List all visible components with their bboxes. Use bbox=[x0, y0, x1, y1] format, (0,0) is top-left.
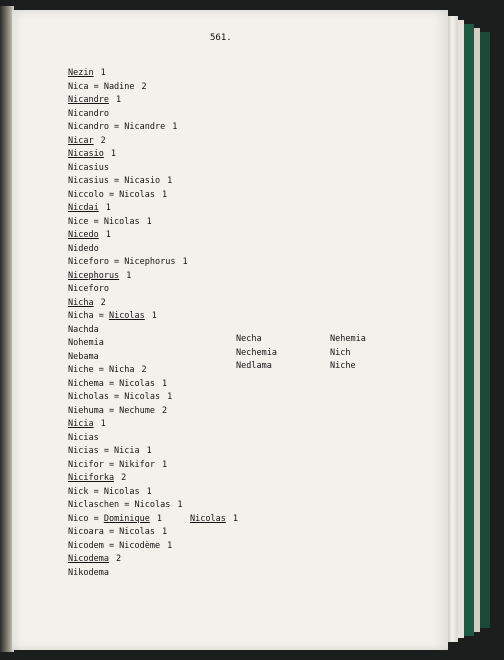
index-entry bbox=[68, 364, 188, 378]
index-entry bbox=[68, 297, 188, 311]
entry-count: 2 bbox=[162, 405, 168, 416]
entry-name: Nicodema bbox=[68, 554, 109, 564]
index-entry bbox=[68, 418, 188, 432]
entry-name: Niclaschen = Nicolas bbox=[68, 500, 171, 510]
book-cover-edge bbox=[480, 32, 490, 628]
index-entry bbox=[68, 148, 188, 162]
name-column-2 bbox=[236, 333, 277, 374]
entry-count: 1 bbox=[162, 459, 168, 470]
entry-name: Nicasio bbox=[68, 149, 104, 159]
entry-name: Niceforo = Nicephorus bbox=[68, 257, 176, 267]
page-stack bbox=[448, 16, 458, 642]
entry-count: 1 bbox=[105, 230, 111, 240]
column-name: Niche bbox=[330, 361, 356, 371]
entry-name: Nicha = Nicolas bbox=[68, 311, 145, 321]
column-name: Nedlama bbox=[236, 361, 272, 371]
index-entry bbox=[68, 283, 188, 297]
index-entry bbox=[68, 229, 188, 243]
index-entry bbox=[68, 94, 188, 108]
entry-count: 2 bbox=[141, 365, 147, 375]
index-entry bbox=[68, 324, 188, 338]
entry-name: Nebama bbox=[68, 351, 99, 362]
index-entry bbox=[68, 553, 188, 567]
index-entry bbox=[68, 526, 188, 540]
entry-count: 1 bbox=[172, 122, 178, 132]
entry-name: Niccolo = Nicolas bbox=[68, 189, 155, 200]
index-entry bbox=[68, 405, 188, 419]
index-entry bbox=[68, 256, 188, 270]
entry-extra: Nicolas 1 bbox=[190, 513, 238, 524]
entry-count: 1 bbox=[126, 270, 132, 281]
index-entry bbox=[68, 472, 188, 486]
entry-name: Nicandre bbox=[68, 95, 109, 105]
entry-name: Nicdai bbox=[68, 203, 99, 213]
entry-name: Nezin bbox=[68, 68, 94, 78]
entry-name: Nica = Nadine bbox=[68, 81, 135, 92]
index-entry bbox=[68, 432, 188, 446]
entry-name: Niehuma = Nechume bbox=[68, 405, 155, 416]
entry-count: 2 bbox=[141, 81, 147, 92]
entry-count: 1 bbox=[100, 68, 106, 78]
entry-count: 1 bbox=[146, 446, 152, 456]
entry-count: 1 bbox=[110, 149, 116, 159]
index-entry bbox=[68, 459, 188, 473]
entry-count: 2 bbox=[115, 554, 122, 564]
index-entry bbox=[68, 243, 188, 257]
entry-name: Nicias bbox=[68, 432, 99, 443]
entry-count: 1 bbox=[100, 419, 106, 429]
entry-name: Nicha bbox=[68, 297, 94, 308]
index-entry bbox=[68, 202, 188, 216]
index-entry bbox=[68, 351, 188, 365]
page-number: 561. bbox=[210, 33, 232, 43]
entry-name: Niceforo bbox=[68, 284, 109, 294]
entry-name: Nicifor = Nikifor bbox=[68, 459, 155, 470]
entry-name: Nidedo bbox=[68, 243, 99, 254]
index-entry bbox=[68, 189, 188, 203]
entry-name: Nicodem = Nicodème bbox=[68, 540, 161, 551]
entry-name: Niche = Nicha bbox=[68, 365, 135, 375]
index-entry bbox=[68, 162, 188, 176]
entry-name: Nicoara = Nicolas bbox=[68, 527, 155, 537]
index-entry bbox=[68, 81, 188, 95]
column-name: Nich bbox=[330, 347, 351, 358]
entry-name: Nicholas = Nicolas bbox=[68, 392, 161, 402]
entry-name: Nicasius bbox=[68, 162, 109, 173]
index-entry bbox=[68, 310, 188, 324]
entry-count: 1 bbox=[162, 527, 168, 537]
entry-name: Nicephorus bbox=[68, 270, 120, 281]
entry-count: 1 bbox=[151, 311, 157, 321]
entry-name: Nicias = Nicia bbox=[68, 446, 140, 456]
book-cover-edge bbox=[464, 24, 474, 636]
entry-count: 2 bbox=[121, 473, 127, 483]
entry-name: Nicar bbox=[68, 135, 94, 146]
index-entry bbox=[68, 540, 188, 554]
entry-name: Nicedo bbox=[68, 230, 99, 240]
index-entry bbox=[68, 121, 188, 135]
entry-name: Nohemia bbox=[68, 338, 104, 348]
index-entry bbox=[68, 67, 188, 81]
index-entry bbox=[68, 391, 188, 405]
entry-count: 1 bbox=[162, 189, 168, 200]
index-entry bbox=[68, 175, 188, 189]
entry-name: Niciforka bbox=[68, 473, 115, 483]
name-column-3 bbox=[330, 333, 366, 374]
index-entry bbox=[68, 108, 188, 122]
entry-count: 1 bbox=[167, 540, 173, 551]
entry-name: Nicia bbox=[68, 419, 94, 429]
entry-count: 2 bbox=[100, 135, 106, 146]
index-entry bbox=[68, 270, 188, 284]
entry-name: Nachda bbox=[68, 324, 99, 335]
entry-name: Nicandro bbox=[68, 108, 109, 119]
entry-count: 1 bbox=[162, 378, 168, 389]
column-name: Nechemia bbox=[236, 347, 277, 358]
entry-count: 1 bbox=[105, 203, 111, 213]
entry-name: Nicasius = Nicasio bbox=[68, 176, 161, 186]
index-entry bbox=[68, 513, 238, 527]
entry-count: 1 bbox=[177, 500, 183, 510]
entry-count: 2 bbox=[100, 297, 106, 308]
entry-count: 1 bbox=[182, 257, 188, 267]
entry-count: 1 bbox=[146, 486, 152, 497]
index-entry bbox=[68, 216, 188, 230]
entry-name: Nikodema bbox=[68, 567, 109, 578]
name-index-list bbox=[68, 67, 238, 580]
index-entry bbox=[68, 337, 188, 351]
entry-name: Nick = Nicolas bbox=[68, 486, 140, 497]
entry-name: Nicandro = Nicandre bbox=[68, 122, 166, 132]
index-entry bbox=[68, 486, 188, 500]
entry-count: 1 bbox=[167, 392, 173, 402]
entry-count: 1 bbox=[156, 513, 163, 524]
index-entry bbox=[68, 445, 188, 459]
entry-count: 1 bbox=[167, 176, 173, 186]
column-name: Necha bbox=[236, 334, 262, 344]
index-entry bbox=[68, 499, 188, 513]
entry-count: 1 bbox=[115, 95, 122, 105]
column-name: Nehemia bbox=[330, 334, 366, 344]
entry-name: Nichema = Nicolas bbox=[68, 378, 155, 389]
entry-name: Nice = Nicolas bbox=[68, 216, 140, 227]
index-entry bbox=[68, 135, 188, 149]
entry-name: Nico = Dominique bbox=[68, 513, 150, 524]
index-entry bbox=[68, 378, 188, 392]
entry-count: 1 bbox=[146, 216, 152, 227]
index-entry bbox=[68, 567, 188, 581]
